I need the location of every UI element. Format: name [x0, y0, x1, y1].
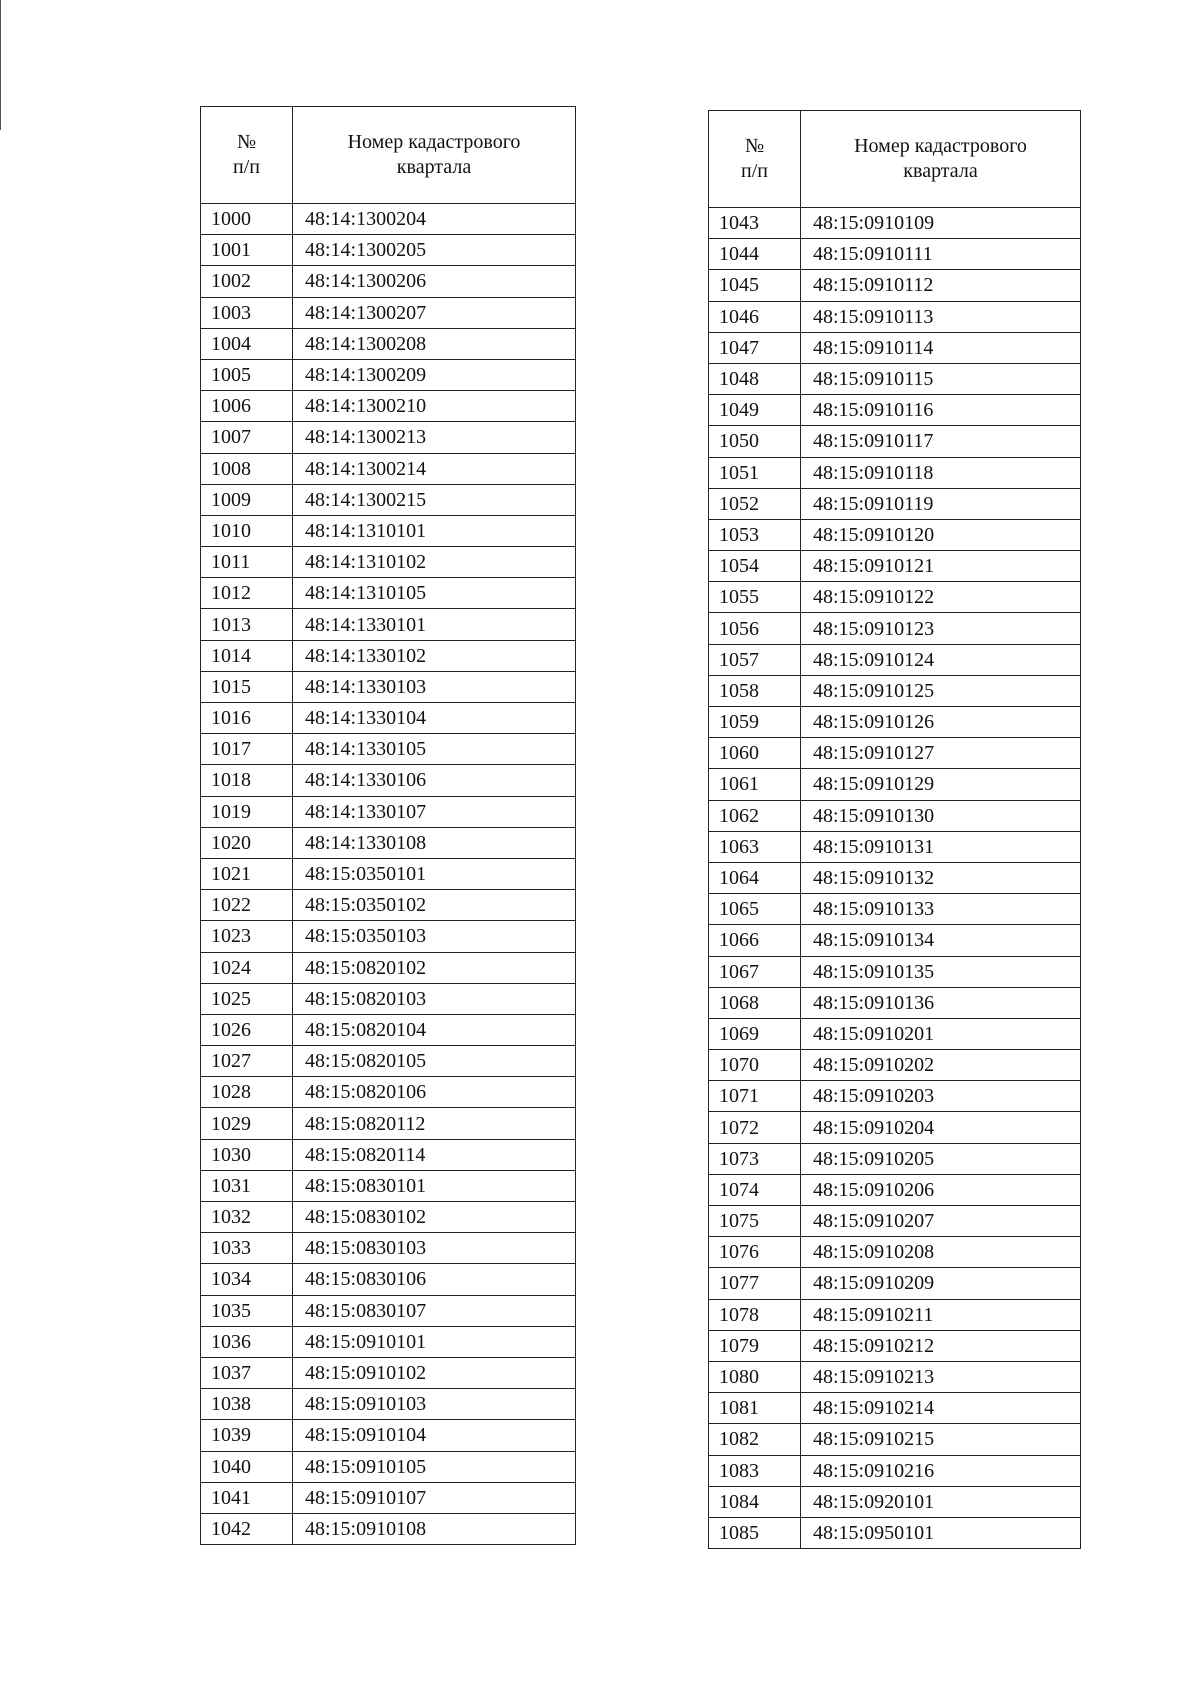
table-row	[709, 551, 1081, 582]
cadastral-number-cell: 48:15:0910105	[293, 1451, 576, 1482]
table-row	[709, 1393, 1081, 1424]
table-row	[201, 983, 576, 1014]
cadastral-number-cell: 48:15:0910209	[801, 1268, 1081, 1299]
header-number-symbol: №	[236, 131, 257, 153]
table-row	[201, 204, 576, 235]
table-row	[709, 925, 1081, 956]
table-row	[201, 1233, 576, 1264]
table-row	[201, 547, 576, 578]
cadastral-number-cell: 48:15:0910129	[801, 769, 1081, 800]
row-number-cell: 1068	[709, 987, 801, 1018]
row-number-cell: 1059	[709, 707, 801, 738]
table-header-row	[201, 107, 576, 204]
table-row	[201, 453, 576, 484]
table-row	[709, 488, 1081, 519]
table-row	[201, 266, 576, 297]
table-row	[201, 1139, 576, 1170]
row-number-cell: 1069	[709, 1018, 801, 1049]
row-number-cell: 1085	[709, 1517, 801, 1548]
row-number-cell: 1020	[201, 827, 293, 858]
cadastral-number-cell: 48:14:1300209	[293, 359, 576, 390]
table-row	[201, 921, 576, 952]
cadastral-number-cell: 48:15:0910211	[801, 1299, 1081, 1330]
table-row	[201, 1357, 576, 1388]
table-row	[709, 208, 1081, 239]
row-number-cell: 1030	[201, 1139, 293, 1170]
row-number-cell: 1032	[201, 1202, 293, 1233]
row-number-cell: 1027	[201, 1046, 293, 1077]
row-number-cell: 1067	[709, 956, 801, 987]
table-row	[201, 391, 576, 422]
row-number-cell: 1050	[709, 426, 801, 457]
cadastral-number-cell: 48:14:1330105	[293, 734, 576, 765]
row-number-cell: 1076	[709, 1237, 801, 1268]
header-number-symbol: №	[744, 135, 765, 157]
table-row	[201, 952, 576, 983]
row-number-cell: 1082	[709, 1424, 801, 1455]
row-number-cell: 1003	[201, 297, 293, 328]
cadastral-number-cell: 48:15:0910109	[801, 208, 1081, 239]
cadastral-number-cell: 48:15:0910125	[801, 675, 1081, 706]
row-number-cell: 1084	[709, 1486, 801, 1517]
cadastral-number-cell: 48:15:0830101	[293, 1170, 576, 1201]
cadastral-number-cell: 48:14:1300206	[293, 266, 576, 297]
row-number-cell: 1018	[201, 765, 293, 796]
scan-edge-line	[0, 0, 1, 130]
row-number-cell: 1048	[709, 363, 801, 394]
row-number-cell: 1081	[709, 1393, 801, 1424]
row-number-cell: 1028	[201, 1077, 293, 1108]
cadastral-number-cell: 48:14:1300205	[293, 235, 576, 266]
table-row	[201, 1264, 576, 1295]
cadastral-number-cell: 48:14:1300207	[293, 297, 576, 328]
row-number-cell: 1013	[201, 609, 293, 640]
row-number-cell: 1079	[709, 1330, 801, 1361]
cadastral-table-right	[708, 110, 1081, 1549]
cadastral-number-cell: 48:15:0820103	[293, 983, 576, 1014]
table-row	[201, 515, 576, 546]
table-row	[709, 1143, 1081, 1174]
cadastral-number-cell: 48:15:0910121	[801, 551, 1081, 582]
table-row	[201, 1420, 576, 1451]
cadastral-number-cell: 48:15:0920101	[801, 1486, 1081, 1517]
table-row	[709, 332, 1081, 363]
table-row	[201, 422, 576, 453]
cadastral-number-cell: 48:15:0910115	[801, 363, 1081, 394]
row-number-cell: 1008	[201, 453, 293, 484]
row-number-cell: 1031	[201, 1170, 293, 1201]
table-row	[201, 796, 576, 827]
row-number-cell: 1080	[709, 1361, 801, 1392]
row-number-cell: 1038	[201, 1389, 293, 1420]
cadastral-number-cell: 48:15:0910114	[801, 332, 1081, 363]
row-number-cell: 1083	[709, 1455, 801, 1486]
cadastral-number-cell: 48:15:0910107	[293, 1482, 576, 1513]
cadastral-number-cell: 48:15:0910108	[293, 1513, 576, 1544]
table-row	[709, 956, 1081, 987]
header-cadastral	[293, 107, 576, 204]
cadastral-number-cell: 48:15:0820114	[293, 1139, 576, 1170]
row-number-cell: 1001	[201, 235, 293, 266]
row-number-cell: 1064	[709, 862, 801, 893]
row-number-cell: 1017	[201, 734, 293, 765]
row-number-cell: 1036	[201, 1326, 293, 1357]
table-row	[709, 987, 1081, 1018]
header-number-sub: п/п	[233, 156, 260, 178]
cadastral-number-cell: 48:15:0910134	[801, 925, 1081, 956]
row-number-cell: 1074	[709, 1174, 801, 1205]
cadastral-number-cell: 48:14:1300210	[293, 391, 576, 422]
cadastral-number-cell: 48:15:0910136	[801, 987, 1081, 1018]
table-row	[709, 644, 1081, 675]
table-body-right	[709, 208, 1081, 1549]
table-row	[709, 1455, 1081, 1486]
cadastral-number-cell: 48:15:0910131	[801, 831, 1081, 862]
table-row	[201, 671, 576, 702]
cadastral-number-cell: 48:15:0820112	[293, 1108, 576, 1139]
table-row	[201, 858, 576, 889]
table-row	[709, 1268, 1081, 1299]
cadastral-number-cell: 48:14:1330106	[293, 765, 576, 796]
cadastral-number-cell: 48:15:0910122	[801, 582, 1081, 613]
cadastral-table-left	[200, 106, 576, 1545]
table-row	[709, 862, 1081, 893]
cadastral-number-cell: 48:15:0950101	[801, 1517, 1081, 1548]
cadastral-number-cell: 48:15:0910101	[293, 1326, 576, 1357]
table-row	[709, 1081, 1081, 1112]
row-number-cell: 1054	[709, 551, 801, 582]
header-number-sub: п/п	[741, 160, 768, 182]
row-number-cell: 1000	[201, 204, 293, 235]
table-row	[709, 831, 1081, 862]
row-number-cell: 1043	[709, 208, 801, 239]
row-number-cell: 1051	[709, 457, 801, 488]
cadastral-number-cell: 48:15:0910206	[801, 1174, 1081, 1205]
table-row	[709, 1018, 1081, 1049]
table-row	[709, 800, 1081, 831]
row-number-cell: 1016	[201, 703, 293, 734]
table-row	[709, 1174, 1081, 1205]
row-number-cell: 1002	[201, 266, 293, 297]
table-row	[709, 395, 1081, 426]
row-number-cell: 1040	[201, 1451, 293, 1482]
cadastral-number-cell: 48:15:0910208	[801, 1237, 1081, 1268]
table-row	[201, 827, 576, 858]
cadastral-number-cell: 48:15:0910213	[801, 1361, 1081, 1392]
table-row	[709, 239, 1081, 270]
row-number-cell: 1026	[201, 1014, 293, 1045]
row-number-cell: 1004	[201, 328, 293, 359]
row-number-cell: 1005	[201, 359, 293, 390]
row-number-cell: 1063	[709, 831, 801, 862]
table-row	[201, 328, 576, 359]
table-row	[709, 519, 1081, 550]
row-number-cell: 1034	[201, 1264, 293, 1295]
cadastral-number-cell: 48:15:0830107	[293, 1295, 576, 1326]
table-row	[709, 1050, 1081, 1081]
table-row	[201, 297, 576, 328]
row-number-cell: 1045	[709, 270, 801, 301]
row-number-cell: 1014	[201, 640, 293, 671]
table-row	[201, 1108, 576, 1139]
cadastral-number-cell: 48:15:0910104	[293, 1420, 576, 1451]
header-cadastral-line2: квартала	[396, 156, 472, 178]
table-row	[709, 1237, 1081, 1268]
row-number-cell: 1044	[709, 239, 801, 270]
table-row	[709, 769, 1081, 800]
table-row	[201, 703, 576, 734]
cadastral-number-cell: 48:15:0910120	[801, 519, 1081, 550]
cadastral-number-cell: 48:15:0910126	[801, 707, 1081, 738]
row-number-cell: 1046	[709, 301, 801, 332]
cadastral-number-cell: 48:15:0820105	[293, 1046, 576, 1077]
cadastral-number-cell: 48:14:1300213	[293, 422, 576, 453]
cadastral-number-cell: 48:15:0910130	[801, 800, 1081, 831]
cadastral-number-cell: 48:15:0910202	[801, 1050, 1081, 1081]
cadastral-number-cell: 48:15:0910102	[293, 1357, 576, 1388]
row-number-cell: 1062	[709, 800, 801, 831]
header-number	[201, 107, 293, 204]
row-number-cell: 1073	[709, 1143, 801, 1174]
cadastral-number-cell: 48:14:1330102	[293, 640, 576, 671]
cadastral-number-cell: 48:15:0910205	[801, 1143, 1081, 1174]
table-row	[201, 235, 576, 266]
row-number-cell: 1049	[709, 395, 801, 426]
row-number-cell: 1072	[709, 1112, 801, 1143]
cadastral-number-cell: 48:15:0910133	[801, 894, 1081, 925]
cadastral-number-cell: 48:14:1300204	[293, 204, 576, 235]
row-number-cell: 1052	[709, 488, 801, 519]
cadastral-number-cell: 48:15:0910112	[801, 270, 1081, 301]
table-row	[709, 675, 1081, 706]
header-number	[709, 111, 801, 208]
table-row	[201, 1170, 576, 1201]
cadastral-number-cell: 48:15:0830102	[293, 1202, 576, 1233]
cadastral-number-cell: 48:15:0910111	[801, 239, 1081, 270]
table-row	[201, 890, 576, 921]
cadastral-number-cell: 48:14:1310105	[293, 578, 576, 609]
table-body-left	[201, 204, 576, 1545]
table-row	[709, 1361, 1081, 1392]
cadastral-number-cell: 48:15:0910116	[801, 395, 1081, 426]
row-number-cell: 1078	[709, 1299, 801, 1330]
table-row	[709, 1112, 1081, 1143]
row-number-cell: 1075	[709, 1206, 801, 1237]
cadastral-number-cell: 48:15:0910132	[801, 862, 1081, 893]
cadastral-number-cell: 48:15:0910127	[801, 738, 1081, 769]
row-number-cell: 1057	[709, 644, 801, 675]
table-row	[709, 894, 1081, 925]
cadastral-number-cell: 48:14:1300208	[293, 328, 576, 359]
table-row	[709, 1299, 1081, 1330]
row-number-cell: 1056	[709, 613, 801, 644]
row-number-cell: 1065	[709, 894, 801, 925]
table-row	[709, 426, 1081, 457]
table-row	[201, 1295, 576, 1326]
cadastral-number-cell: 48:15:0910113	[801, 301, 1081, 332]
table-row	[201, 734, 576, 765]
row-number-cell: 1019	[201, 796, 293, 827]
table-row	[201, 1014, 576, 1045]
row-number-cell: 1025	[201, 983, 293, 1014]
table-row	[201, 765, 576, 796]
row-number-cell: 1022	[201, 890, 293, 921]
row-number-cell: 1037	[201, 1357, 293, 1388]
table-row	[201, 1451, 576, 1482]
cadastral-number-cell: 48:15:0910201	[801, 1018, 1081, 1049]
table-row	[709, 270, 1081, 301]
header-cadastral	[801, 111, 1081, 208]
header-cadastral-line1: Номер кадастрового	[854, 135, 1027, 157]
row-number-cell: 1077	[709, 1268, 801, 1299]
table-row	[709, 738, 1081, 769]
row-number-cell: 1053	[709, 519, 801, 550]
cadastral-number-cell: 48:15:0820102	[293, 952, 576, 983]
cadastral-number-cell: 48:15:0910214	[801, 1393, 1081, 1424]
row-number-cell: 1071	[709, 1081, 801, 1112]
cadastral-number-cell: 48:15:0910216	[801, 1455, 1081, 1486]
header-cadastral-line2: квартала	[903, 160, 978, 182]
table-row	[201, 609, 576, 640]
row-number-cell: 1012	[201, 578, 293, 609]
table-row	[709, 1424, 1081, 1455]
row-number-cell: 1021	[201, 858, 293, 889]
cadastral-number-cell: 48:15:0910118	[801, 457, 1081, 488]
row-number-cell: 1009	[201, 484, 293, 515]
cadastral-number-cell: 48:15:0350101	[293, 858, 576, 889]
table-row	[709, 363, 1081, 394]
cadastral-number-cell: 48:15:0350102	[293, 890, 576, 921]
cadastral-number-cell: 48:15:0830103	[293, 1233, 576, 1264]
row-number-cell: 1010	[201, 515, 293, 546]
cadastral-number-cell: 48:14:1330103	[293, 671, 576, 702]
cadastral-number-cell: 48:14:1330101	[293, 609, 576, 640]
table-row	[709, 457, 1081, 488]
cadastral-number-cell: 48:15:0820104	[293, 1014, 576, 1045]
cadastral-number-cell: 48:14:1330104	[293, 703, 576, 734]
row-number-cell: 1061	[709, 769, 801, 800]
cadastral-number-cell: 48:14:1300215	[293, 484, 576, 515]
table-row	[201, 640, 576, 671]
table-row	[709, 1486, 1081, 1517]
row-number-cell: 1039	[201, 1420, 293, 1451]
row-number-cell: 1015	[201, 671, 293, 702]
row-number-cell: 1006	[201, 391, 293, 422]
row-number-cell: 1055	[709, 582, 801, 613]
table-row	[201, 484, 576, 515]
table-row	[709, 707, 1081, 738]
cadastral-number-cell: 48:15:0910103	[293, 1389, 576, 1420]
cadastral-number-cell: 48:15:0910117	[801, 426, 1081, 457]
cadastral-number-cell: 48:15:0910135	[801, 956, 1081, 987]
row-number-cell: 1047	[709, 332, 801, 363]
table-row	[709, 613, 1081, 644]
row-number-cell: 1033	[201, 1233, 293, 1264]
table-row	[201, 578, 576, 609]
row-number-cell: 1007	[201, 422, 293, 453]
table-row	[201, 1482, 576, 1513]
header-cadastral-line1: Номер кадастрового	[347, 131, 521, 153]
cadastral-number-cell: 48:14:1330107	[293, 796, 576, 827]
table-row	[201, 1046, 576, 1077]
cadastral-number-cell: 48:14:1330108	[293, 827, 576, 858]
table-header-row	[709, 111, 1081, 208]
table-row	[201, 1513, 576, 1544]
table-row	[709, 301, 1081, 332]
cadastral-number-cell: 48:15:0910203	[801, 1081, 1081, 1112]
cadastral-number-cell: 48:14:1310102	[293, 547, 576, 578]
table-row	[201, 1326, 576, 1357]
row-number-cell: 1060	[709, 738, 801, 769]
row-number-cell: 1024	[201, 952, 293, 983]
row-number-cell: 1023	[201, 921, 293, 952]
cadastral-number-cell: 48:14:1310101	[293, 515, 576, 546]
table-row	[709, 1206, 1081, 1237]
row-number-cell: 1070	[709, 1050, 801, 1081]
cadastral-number-cell: 48:14:1300214	[293, 453, 576, 484]
table-row	[709, 1330, 1081, 1361]
table-row	[709, 582, 1081, 613]
cadastral-number-cell: 48:15:0830106	[293, 1264, 576, 1295]
table-row	[201, 359, 576, 390]
row-number-cell: 1042	[201, 1513, 293, 1544]
cadastral-number-cell: 48:15:0910215	[801, 1424, 1081, 1455]
cadastral-number-cell: 48:15:0910119	[801, 488, 1081, 519]
row-number-cell: 1041	[201, 1482, 293, 1513]
table-row	[201, 1202, 576, 1233]
table-row	[201, 1077, 576, 1108]
cadastral-number-cell: 48:15:0910212	[801, 1330, 1081, 1361]
row-number-cell: 1066	[709, 925, 801, 956]
cadastral-number-cell: 48:15:0910123	[801, 613, 1081, 644]
row-number-cell: 1058	[709, 675, 801, 706]
table-row	[201, 1389, 576, 1420]
cadastral-number-cell: 48:15:0910204	[801, 1112, 1081, 1143]
cadastral-number-cell: 48:15:0910124	[801, 644, 1081, 675]
cadastral-number-cell: 48:15:0820106	[293, 1077, 576, 1108]
table-row	[709, 1517, 1081, 1548]
row-number-cell: 1011	[201, 547, 293, 578]
cadastral-number-cell: 48:15:0350103	[293, 921, 576, 952]
row-number-cell: 1035	[201, 1295, 293, 1326]
row-number-cell: 1029	[201, 1108, 293, 1139]
cadastral-number-cell: 48:15:0910207	[801, 1206, 1081, 1237]
